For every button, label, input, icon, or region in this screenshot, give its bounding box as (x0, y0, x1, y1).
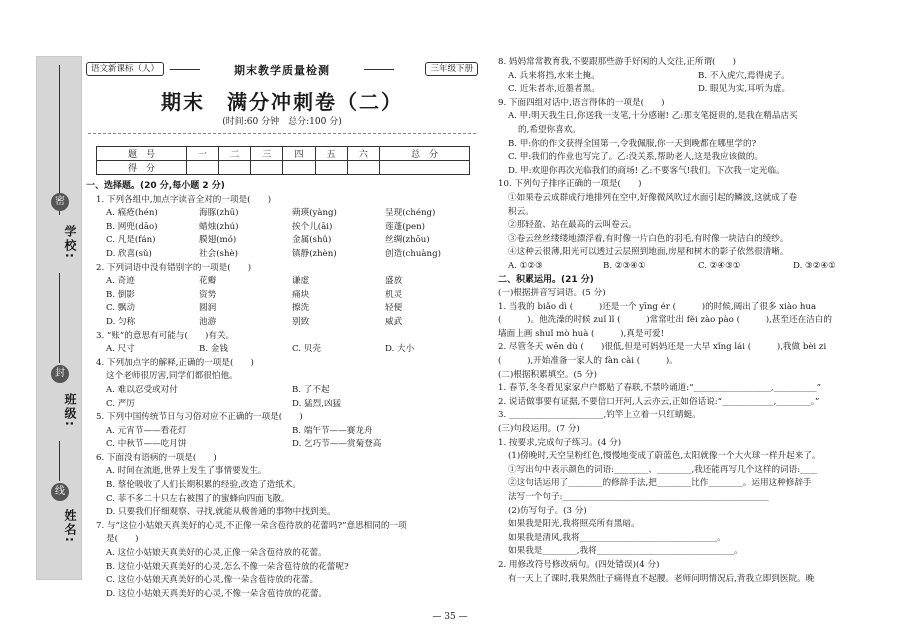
question-4: 4. 下列加点字的解释,正确的一项是( ) (96, 357, 254, 368)
fill-question: 2. 说话做事要有证据,不要信口开河,人云亦云,正如俗话说:“____________,________。” (498, 396, 820, 407)
option: C. ②④③① (698, 260, 741, 271)
option: B. 这位小姑娘天真美好的心灵,怎么不像一朵含苞待放的花蕾呢? (106, 561, 349, 572)
pinyin-question: 1. 当我的 biǎo dì ( )还是一个 yīng ér ( )的时候,阔出了很多 xiào hua (498, 301, 817, 312)
page-number: — 35 — (432, 612, 468, 622)
option-row (86, 302, 478, 316)
option: 谦虚 (292, 276, 310, 287)
fill-question: 1. 春节,冬冬看见家家户户都贴了春联,不禁吟诵道:“__________________,__________” (498, 383, 821, 394)
score-input-cell[interactable] (251, 161, 283, 175)
option-row (86, 289, 478, 303)
option: A. 兵来将挡,水来土掩。 (508, 70, 600, 81)
option: C. 近朱者赤,近墨者黑。 (508, 84, 600, 95)
right-column (498, 56, 888, 586)
option-row (86, 384, 478, 398)
option: D. 匀称 (106, 316, 136, 327)
option-row (86, 207, 478, 221)
question-6: 6. 下面没有语病的一项是( ) (96, 452, 217, 463)
option: D. 这位小姑娘天真美好的心灵,不像一朵含苞待放的花蕾。 (106, 588, 328, 599)
option: B. 了不起 (292, 384, 330, 395)
option: C. 凡是(fán) (106, 235, 156, 246)
option: A. 这位小姑娘天真美好的心灵,正像一朵含苞待放的花蕾。 (106, 548, 327, 559)
option-row (86, 316, 478, 330)
exercise-line: (1)傍晚时,天空呈粉红色,慢慢地变成了蔚蓝色,太阳就像一个大火球一样升起来了。 (508, 451, 821, 462)
option: D. 甲:欢迎你再次光临我们的商场! 乙:不要客气!我们。下次我一定光临。 (508, 165, 785, 176)
option: B. 甲:你的作文获得全国第一,令我佩服,你一天到晚都在哪里学的? (508, 138, 757, 149)
option: C. 飘动 (106, 303, 135, 314)
pinyin-question: ( )。他洗澡的时候 zuǐ lǐ ( )常常吐出 fěi zào pào ( ),甚至还在洁白的 (498, 315, 832, 326)
option: 花瓣 (199, 276, 217, 287)
option: C. 贝壳 (292, 344, 321, 355)
option: D. ③②④① (793, 260, 836, 271)
class-label: 班级: (63, 393, 77, 428)
option: B. 端午节——赛龙舟 (292, 425, 373, 436)
option: 社会(shè) (199, 248, 238, 259)
score-input-cell[interactable] (219, 161, 251, 175)
option: A. 奇迹 (106, 276, 135, 287)
binding-line (59, 441, 60, 481)
header-bar (86, 62, 478, 78)
score-table (96, 146, 470, 175)
option: 圆润 (199, 303, 217, 314)
exercise-line: ①写出句中表示颜色的词语:________、________,我还能再写几个这样的词语:____ (508, 464, 818, 475)
option: B. 金钱 (199, 344, 228, 355)
option: 别致 (292, 316, 310, 327)
option: D. 猛烈,凶猛 (292, 398, 342, 409)
binding-line (59, 273, 60, 363)
exam-subtitle: (时间:60 分钟 总分:100 分) (222, 117, 342, 127)
option: 的,希望你喜欢。 (518, 124, 581, 135)
option-row (86, 221, 478, 235)
score-cell: 三 (251, 147, 283, 161)
option: 蒴瑛(yàng) (292, 208, 337, 219)
option: 海豚(zhū) (199, 208, 239, 219)
option: 创造(chuàng) (385, 248, 441, 259)
sentence: ④这种云很薄,阳光可以透过云层照到地面,房屋和树木的影子依然很清晰。 (508, 247, 789, 258)
left-column (86, 180, 478, 601)
option: 盛放 (385, 276, 403, 287)
option: A. 甲:明天我生日,你送我一支笔,十分感谢! 乙:那支笔挺贵的,是我在精品店买 (508, 111, 798, 122)
seal-mark: 线 (51, 483, 69, 501)
option: 莲蓬(pen) (385, 221, 426, 232)
exercise-line: 法写一个句子:________________________________________________ (508, 492, 769, 502)
question-sentence: 这个老师很厉害,同学们都很怕他。 (106, 371, 238, 382)
option: A. 时间在流逝,世界上发生了事情要发生。 (106, 466, 267, 477)
option-row (86, 438, 478, 452)
option: 膜翅(mó) (199, 235, 237, 246)
score-input-cell[interactable] (315, 161, 347, 175)
score-input-cell[interactable] (379, 161, 469, 175)
sentence: ③卷云丝丝缕缕地漂浮着,有时像一片白色的羽毛,有时像一块洁白的绫纱。 (508, 233, 789, 244)
question-7: 7. 与“这位小姑娘天真美好的心灵,不正像一朵含苞待放的花蕾吗?”意思相同的一项 (96, 520, 407, 531)
exercise-line: 1. 按要求,完成句子练习。(4 分) (498, 437, 622, 448)
section-heading: 一、选择题。(20 分,每小题 2 分) (86, 181, 225, 191)
option-row (86, 275, 478, 289)
option: B. 蔡伦吸收了人们长期积累的经验,改造了造纸术。 (106, 480, 301, 491)
exam-banner: 期末教学质量检测 (194, 62, 370, 78)
binding-sidebar (36, 56, 82, 580)
option: 池游 (199, 316, 217, 327)
question-5: 5. 下列中国传统节日与习俗对应不正确的一项是( ) (96, 412, 303, 423)
option: C. 这位小姑娘天真美好的心灵,像一朵含苞待放的花蕾。 (106, 575, 319, 586)
option: D. 欣喜(sǔ) (106, 248, 152, 259)
option-row (86, 234, 478, 248)
option: 蜡烛(zhú) (199, 221, 239, 232)
option: 金属(shǔ) (292, 235, 332, 246)
question-8: 8. 妈妈常常教育我,不要跟那些游手好闲的人交往,正所谓( ) (498, 57, 736, 67)
score-cell: 五 (315, 147, 347, 161)
option: D. 大小 (385, 344, 415, 355)
option: 丝绸(zhōu) (385, 235, 430, 246)
option: 呈现(chéng) (385, 208, 436, 219)
school-label: 学校: (63, 225, 77, 260)
edition-tag: 语文新课标（人） (86, 62, 164, 76)
option: 痛块 (292, 289, 310, 300)
exercise-line: 如果我是________,我将________________________________。 (508, 546, 743, 557)
option: A. ①②③ (508, 260, 543, 271)
sentence: ②那轻盈、站在最高的云叫卷云。 (508, 220, 637, 231)
option-row (86, 398, 478, 412)
score-table-row (97, 161, 470, 175)
option: 镇静(zhèn) (292, 248, 337, 259)
option: 挨个儿(āi) (292, 221, 333, 232)
option: A. 难以忍受或对付 (106, 384, 178, 395)
option: C. 严厉 (106, 398, 135, 409)
option-row (498, 83, 888, 97)
question-2: 2. 下列词语中没有错别字的一项是( ) (96, 262, 252, 273)
option: C. 中秋节——吃月饼 (106, 439, 187, 450)
option: A. 尺寸 (106, 344, 135, 355)
option: B. 不入虎穴,焉得虎子。 (698, 70, 790, 81)
score-cell: 二 (219, 147, 251, 161)
question-3: 3. “账”的意思有可能与( )有关。 (96, 330, 235, 341)
option: B. ②③④① (603, 260, 646, 271)
option: A. 元宵节——看花灯 (106, 425, 187, 436)
option-row (86, 248, 478, 262)
score-table-row (97, 147, 470, 161)
subsection-heading: (三)句段运用。(7 分) (498, 424, 580, 435)
exercise-line: (2)仿写句子。(3 分) (508, 505, 587, 516)
option: B. 网兜(dāo) (106, 221, 158, 232)
question-10: 10. 下列句子排序正确的一项是( ) (498, 179, 642, 190)
option-row (498, 260, 888, 274)
pinyin-question: 2. 尽管冬天 wēn dù ( )很低,但是可妈妈还是一大早 xǐng lái ( ),我做 bèi zi (498, 342, 827, 353)
option: D. 眼见为实,耳听为虚。 (698, 84, 791, 95)
section-heading: 二、积累运用。(21 分) (498, 274, 594, 285)
option-row (86, 343, 478, 357)
question-7-cont: 是( ) (106, 534, 139, 545)
option: C. 菲不多二十只左右被围了的蜜蜂向四面飞散。 (106, 493, 290, 504)
exercise-line: 有一天上了课时,我果然肚子痛得直不起腰。老师问明情况后,背我立即到医院。晚 (508, 573, 815, 584)
seal-mark: 封 (51, 365, 69, 383)
exercise-line: 如果我是阳光,我将照亮所有黑暗。 (508, 519, 640, 530)
pinyin-question: ( ),开始准备一家人的 fàn cài ( )。 (498, 356, 678, 367)
option-row (86, 425, 478, 439)
score-cell: 得 分 (97, 161, 187, 175)
option: C. 甲:我们的作业也写完了。乙:没关系,帮助老人,这是我应该做的。 (508, 152, 764, 163)
subsection-heading: (二)根据积累填空。(5 分) (498, 369, 597, 380)
option: 机灵 (385, 289, 403, 300)
option: 威武 (385, 316, 403, 327)
option: 资势 (199, 289, 217, 300)
divider (88, 133, 476, 134)
exercise-line: 2. 用修改符号修改病句。(四处错误)(4 分) (498, 559, 660, 570)
score-cell: 六 (347, 147, 379, 161)
option: 轻便 (385, 303, 403, 314)
option: D. 只要我们仔细观察、寻找,就能从极普通的事物中找到美。 (106, 507, 336, 518)
option-row (498, 70, 888, 84)
fill-question: 3. ______________________,钓竿上立着一只红蜻蜓。 (498, 410, 701, 421)
exercise-line: 如果我是清风,我将________________________________。 (508, 532, 726, 543)
sentence: 积云。 (508, 206, 534, 217)
name-label: 姓名: (63, 509, 77, 544)
option: A. 瘊疮(hén) (106, 208, 158, 219)
sentence: ①如果卷云成群成行地排列在空中,好像微风吹过水面引起的鳞波,这就成了卷 (508, 192, 798, 203)
score-cell: 总 分 (379, 147, 469, 161)
option: 擦洗 (292, 303, 310, 314)
question-9: 9. 下面四组对话中,语言得体的一项是( ) (498, 97, 665, 108)
score-input-cell[interactable] (186, 161, 218, 175)
exam-title: 期末 满分冲刺卷（二） (161, 90, 403, 114)
score-cell: 题 号 (97, 147, 187, 161)
score-cell: 四 (283, 147, 315, 161)
score-input-cell[interactable] (347, 161, 379, 175)
option: B. 倒影 (106, 289, 135, 300)
grade-tag: 三年级下册 (425, 62, 478, 76)
seal-mark: 密 (51, 193, 69, 211)
score-input-cell[interactable] (283, 161, 315, 175)
subsection-heading: (一)根据拼音写词语。(5 分) (498, 288, 606, 299)
exercise-line: ②这句话运用了________的修辞手法,把________比作________。运用这种修辞手 (508, 478, 812, 489)
question-1: 1. 下列各组中,加点字读音全对的一项是( ) (96, 194, 272, 205)
option: D. 乞巧节——赏菊登高 (292, 439, 382, 450)
pinyin-question: 墙面上画 shuǐ mò huà ( ),真是可爱! (498, 328, 665, 339)
score-cell: 一 (186, 147, 218, 161)
